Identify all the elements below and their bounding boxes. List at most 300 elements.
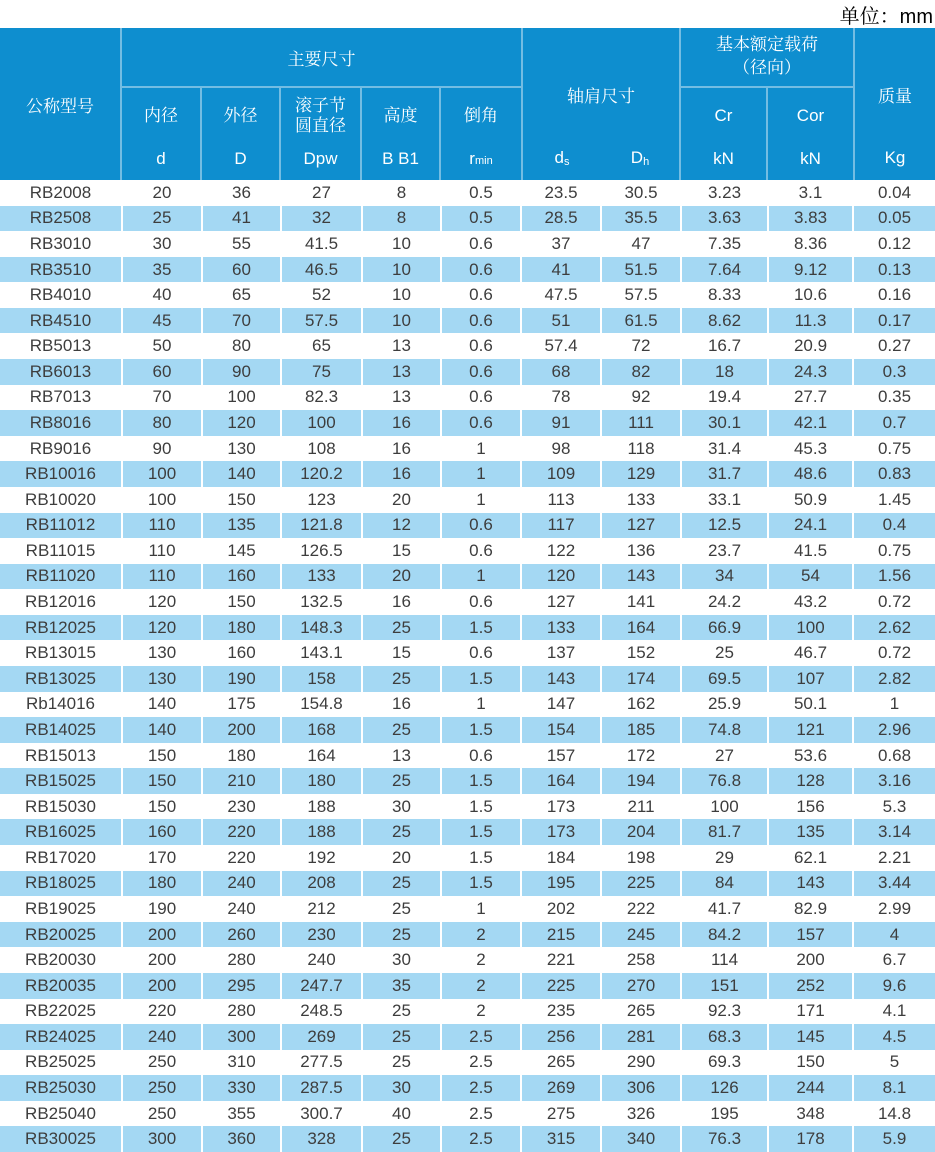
- value-cell: 145: [202, 538, 281, 564]
- value-cell: 43.2: [768, 589, 853, 615]
- value-cell: 50.1: [768, 692, 853, 718]
- value-cell: 31.4: [681, 436, 768, 462]
- value-cell: 25: [362, 615, 441, 641]
- cor-label: Cor: [796, 106, 825, 126]
- value-cell: 121.8: [281, 513, 362, 539]
- model-cell: RB13025: [25, 668, 96, 688]
- value-cell: 82: [601, 359, 681, 385]
- value-cell: 110: [122, 513, 202, 539]
- value-cell: 2: [441, 999, 521, 1025]
- value-cell: 200: [202, 717, 281, 743]
- table-row: [0, 922, 935, 948]
- value-cell: 180: [281, 768, 362, 794]
- value-cell: 20.9: [768, 333, 853, 359]
- value-cell: 57.5: [281, 308, 362, 334]
- model-cell: RB2508: [29, 208, 92, 228]
- model-cell: RB5013: [29, 336, 92, 356]
- value-cell: 221: [521, 947, 601, 973]
- value-cell: 240: [202, 871, 281, 897]
- value-cell: 300: [202, 1024, 281, 1050]
- value-cell: 41: [202, 206, 281, 232]
- value-cell: 281: [601, 1024, 681, 1050]
- value-cell: 136: [601, 538, 681, 564]
- value-cell: 315: [521, 1126, 601, 1152]
- model-cell: RB20025: [25, 924, 96, 944]
- value-cell: 15: [362, 640, 441, 666]
- value-cell: 70: [202, 308, 281, 334]
- value-cell: 154.8: [281, 692, 362, 718]
- value-cell: 269: [521, 1075, 601, 1101]
- value-cell: 3.14: [853, 819, 935, 845]
- value-cell: 110: [122, 564, 202, 590]
- value-cell: 47: [601, 231, 681, 257]
- value-cell: 29: [681, 845, 768, 871]
- value-cell: 41.5: [281, 231, 362, 257]
- value-cell: 69.3: [681, 1050, 768, 1076]
- value-cell: 200: [122, 947, 202, 973]
- value-cell: 45: [122, 308, 202, 334]
- value-cell: 8: [362, 180, 441, 206]
- value-cell: 225: [601, 871, 681, 897]
- symbol-ds: ds: [554, 148, 570, 168]
- table-row: [0, 461, 935, 487]
- value-cell: 100: [681, 794, 768, 820]
- value-cell: 35: [122, 257, 202, 283]
- value-cell: 3.83: [768, 206, 853, 232]
- model-cell: Rb14016: [25, 694, 95, 714]
- value-cell: 269: [281, 1024, 362, 1050]
- value-cell: 340: [601, 1126, 681, 1152]
- value-cell: 10: [362, 308, 441, 334]
- value-cell: 82.9: [768, 896, 853, 922]
- value-cell: 2.5: [441, 1101, 521, 1127]
- value-cell: 287.5: [281, 1075, 362, 1101]
- cor-unit: kN: [800, 149, 821, 168]
- chamfer-label: 倒角: [464, 106, 498, 126]
- value-cell: 8.62: [681, 308, 768, 334]
- value-cell: 18: [681, 359, 768, 385]
- symbol-D: D: [234, 149, 247, 168]
- value-cell: 30: [362, 947, 441, 973]
- value-cell: 84.2: [681, 922, 768, 948]
- value-cell: 41.5: [768, 538, 853, 564]
- value-cell: 211: [601, 794, 681, 820]
- model-cell: RB25025: [25, 1052, 96, 1072]
- value-cell: 3.44: [853, 871, 935, 897]
- value-cell: 36: [202, 180, 281, 206]
- model-cell: RB10020: [25, 489, 96, 509]
- model-cell: RB8016: [29, 412, 92, 432]
- value-cell: 13: [362, 359, 441, 385]
- model-cell: RB4510: [29, 310, 92, 330]
- model-cell: RB20030: [25, 950, 96, 970]
- value-cell: 50: [122, 333, 202, 359]
- value-cell: 1.5: [441, 717, 521, 743]
- value-cell: 0.6: [441, 410, 521, 436]
- value-cell: 244: [768, 1075, 853, 1101]
- table-row: [0, 1101, 935, 1127]
- table-header: [0, 28, 935, 180]
- value-cell: 20: [362, 845, 441, 871]
- table-row: [0, 640, 935, 666]
- value-cell: 23.7: [681, 538, 768, 564]
- value-cell: 328: [281, 1126, 362, 1152]
- value-cell: 265: [601, 999, 681, 1025]
- value-cell: 100: [122, 487, 202, 513]
- value-cell: 100: [768, 615, 853, 641]
- value-cell: 3.23: [681, 180, 768, 206]
- value-cell: 1.5: [441, 794, 521, 820]
- value-cell: 180: [202, 743, 281, 769]
- value-cell: 25: [362, 1050, 441, 1076]
- table-row: [0, 1050, 935, 1076]
- value-cell: 16: [362, 692, 441, 718]
- table-row: [0, 871, 935, 897]
- unit-label: 单位：mm: [839, 5, 933, 28]
- value-cell: 195: [521, 871, 601, 897]
- value-cell: 1: [441, 487, 521, 513]
- value-cell: 66.9: [681, 615, 768, 641]
- value-cell: 127: [601, 513, 681, 539]
- model-cell: RB3010: [29, 233, 92, 253]
- value-cell: 126.5: [281, 538, 362, 564]
- value-cell: 188: [281, 819, 362, 845]
- value-cell: 164: [281, 743, 362, 769]
- value-cell: 111: [601, 410, 681, 436]
- value-cell: 45.3: [768, 436, 853, 462]
- value-cell: 1.5: [441, 768, 521, 794]
- value-cell: 172: [601, 743, 681, 769]
- value-cell: 256: [521, 1024, 601, 1050]
- value-cell: 5.3: [853, 794, 935, 820]
- table-row: [0, 768, 935, 794]
- value-cell: 151: [681, 973, 768, 999]
- value-cell: 20: [362, 487, 441, 513]
- value-cell: 27: [681, 743, 768, 769]
- value-cell: 20: [122, 180, 202, 206]
- value-cell: 8.33: [681, 282, 768, 308]
- table-row: [0, 999, 935, 1025]
- table-row: [0, 206, 935, 232]
- value-cell: 230: [202, 794, 281, 820]
- value-cell: 110: [122, 538, 202, 564]
- value-cell: 2.99: [853, 896, 935, 922]
- value-cell: 126: [681, 1075, 768, 1101]
- value-cell: 0.13: [853, 257, 935, 283]
- model-cell: RB15013: [25, 745, 96, 765]
- value-cell: 175: [202, 692, 281, 718]
- value-cell: 10.6: [768, 282, 853, 308]
- value-cell: 25: [362, 922, 441, 948]
- value-cell: 140: [202, 461, 281, 487]
- model-cell: RB19025: [25, 898, 96, 918]
- value-cell: 0.83: [853, 461, 935, 487]
- value-cell: 16: [362, 410, 441, 436]
- value-cell: 1: [441, 896, 521, 922]
- value-cell: 200: [122, 973, 202, 999]
- value-cell: 5: [853, 1050, 935, 1076]
- value-cell: 24.3: [768, 359, 853, 385]
- value-cell: 41: [521, 257, 601, 283]
- value-cell: 247.7: [281, 973, 362, 999]
- cr-unit: kN: [713, 149, 734, 168]
- value-cell: 2.5: [441, 1024, 521, 1050]
- height-label: 高度: [383, 106, 418, 126]
- value-cell: 1.5: [441, 845, 521, 871]
- value-cell: 2.5: [441, 1050, 521, 1076]
- value-cell: 0.6: [441, 640, 521, 666]
- value-cell: 60: [202, 257, 281, 283]
- value-cell: 2.82: [853, 666, 935, 692]
- value-cell: 24.1: [768, 513, 853, 539]
- value-cell: 30: [362, 1075, 441, 1101]
- value-cell: 156: [768, 794, 853, 820]
- value-cell: 1.5: [441, 666, 521, 692]
- value-cell: 5.9: [853, 1126, 935, 1152]
- value-cell: 265: [521, 1050, 601, 1076]
- value-cell: 198: [601, 845, 681, 871]
- value-cell: 0.6: [441, 743, 521, 769]
- value-cell: 65: [281, 333, 362, 359]
- value-cell: 8.1: [853, 1075, 935, 1101]
- value-cell: 81.7: [681, 819, 768, 845]
- model-cell: RB12025: [25, 617, 96, 637]
- value-cell: 25: [362, 1126, 441, 1152]
- value-cell: 0.75: [853, 538, 935, 564]
- value-cell: 10: [362, 282, 441, 308]
- value-cell: 260: [202, 922, 281, 948]
- value-cell: 360: [202, 1126, 281, 1152]
- value-cell: 0.72: [853, 640, 935, 666]
- value-cell: 41.7: [681, 896, 768, 922]
- value-cell: 12.5: [681, 513, 768, 539]
- value-cell: 160: [122, 819, 202, 845]
- value-cell: 0.6: [441, 333, 521, 359]
- table-row: [0, 308, 935, 334]
- value-cell: 130: [202, 436, 281, 462]
- table-row: [0, 564, 935, 590]
- value-cell: 2.62: [853, 615, 935, 641]
- value-cell: 0.75: [853, 436, 935, 462]
- value-cell: 150: [122, 768, 202, 794]
- model-cell: RB20035: [25, 975, 96, 995]
- value-cell: 250: [122, 1101, 202, 1127]
- value-cell: 9.12: [768, 257, 853, 283]
- value-cell: 133: [521, 615, 601, 641]
- value-cell: 275: [521, 1101, 601, 1127]
- value-cell: 57.4: [521, 333, 601, 359]
- value-cell: 130: [122, 640, 202, 666]
- value-cell: 68.3: [681, 1024, 768, 1050]
- value-cell: 31.7: [681, 461, 768, 487]
- col-header-mass: [853, 28, 935, 180]
- col-header-model: [0, 28, 122, 180]
- value-cell: 230: [281, 922, 362, 948]
- value-cell: 280: [202, 947, 281, 973]
- bearing-spec-table: [0, 180, 935, 1152]
- value-cell: 158: [281, 666, 362, 692]
- value-cell: 295: [202, 973, 281, 999]
- value-cell: 40: [362, 1101, 441, 1127]
- value-cell: 185: [601, 717, 681, 743]
- value-cell: 1.5: [441, 819, 521, 845]
- value-cell: 78: [521, 385, 601, 411]
- value-cell: 145: [768, 1024, 853, 1050]
- value-cell: 140: [122, 717, 202, 743]
- model-cell: RB4010: [29, 285, 92, 305]
- value-cell: 200: [768, 947, 853, 973]
- table-row: [0, 589, 935, 615]
- table-row: [0, 436, 935, 462]
- value-cell: 50.9: [768, 487, 853, 513]
- value-cell: 10: [362, 257, 441, 283]
- value-cell: 150: [122, 743, 202, 769]
- col-header-height: [362, 88, 441, 180]
- value-cell: 1: [441, 692, 521, 718]
- value-cell: 0.72: [853, 589, 935, 615]
- value-cell: 215: [521, 922, 601, 948]
- col-header-inner-diameter: [122, 88, 202, 180]
- value-cell: 133: [281, 564, 362, 590]
- table-row: [0, 231, 935, 257]
- table-row: [0, 359, 935, 385]
- symbol-kg: Kg: [884, 148, 906, 167]
- value-cell: 25.9: [681, 692, 768, 718]
- value-cell: 1.5: [441, 871, 521, 897]
- value-cell: 84: [681, 871, 768, 897]
- value-cell: 9.6: [853, 973, 935, 999]
- value-cell: 80: [202, 333, 281, 359]
- value-cell: 0.6: [441, 538, 521, 564]
- value-cell: 147: [521, 692, 601, 718]
- value-cell: 25: [122, 206, 202, 232]
- value-cell: 1: [441, 436, 521, 462]
- table-row: [0, 666, 935, 692]
- value-cell: 16: [362, 589, 441, 615]
- value-cell: 1.56: [853, 564, 935, 590]
- value-cell: 280: [202, 999, 281, 1025]
- value-cell: 3.1: [768, 180, 853, 206]
- col-header-cr: [681, 88, 768, 180]
- table-row: [0, 819, 935, 845]
- value-cell: 164: [521, 768, 601, 794]
- value-cell: 150: [202, 589, 281, 615]
- value-cell: 130: [122, 666, 202, 692]
- value-cell: 100: [122, 461, 202, 487]
- value-cell: 143: [768, 871, 853, 897]
- value-cell: 0.6: [441, 308, 521, 334]
- value-cell: 25: [362, 666, 441, 692]
- table-row: [0, 794, 935, 820]
- model-cell: RB18025: [25, 873, 96, 893]
- value-cell: 70: [122, 385, 202, 411]
- value-cell: 0.4: [853, 513, 935, 539]
- value-cell: 306: [601, 1075, 681, 1101]
- value-cell: 2.5: [441, 1126, 521, 1152]
- value-cell: 62.1: [768, 845, 853, 871]
- symbol-dh: Dh: [630, 148, 650, 168]
- shoulder-symbols: [523, 142, 679, 180]
- value-cell: 204: [601, 819, 681, 845]
- value-cell: 25: [362, 819, 441, 845]
- value-cell: 7.35: [681, 231, 768, 257]
- value-cell: 118: [601, 436, 681, 462]
- table-row: [0, 487, 935, 513]
- value-cell: 14.8: [853, 1101, 935, 1127]
- value-cell: 188: [281, 794, 362, 820]
- table-row: [0, 1024, 935, 1050]
- value-cell: 2.5: [441, 1075, 521, 1101]
- value-cell: 152: [601, 640, 681, 666]
- value-cell: 240: [202, 896, 281, 922]
- value-cell: 0.3: [853, 359, 935, 385]
- value-cell: 1.45: [853, 487, 935, 513]
- value-cell: 290: [601, 1050, 681, 1076]
- table-row: [0, 282, 935, 308]
- value-cell: 25: [362, 896, 441, 922]
- value-cell: 15: [362, 538, 441, 564]
- value-cell: 3.63: [681, 206, 768, 232]
- value-cell: 225: [521, 973, 601, 999]
- model-cell: RB2008: [29, 182, 92, 202]
- value-cell: 47.5: [521, 282, 601, 308]
- value-cell: 0.6: [441, 513, 521, 539]
- value-cell: 90: [202, 359, 281, 385]
- table-row: [0, 615, 935, 641]
- value-cell: 133: [601, 487, 681, 513]
- value-cell: 135: [202, 513, 281, 539]
- value-cell: 90: [122, 436, 202, 462]
- symbol-rmin: r min: [469, 149, 493, 168]
- value-cell: 250: [122, 1050, 202, 1076]
- value-cell: 2: [441, 973, 521, 999]
- value-cell: 120.2: [281, 461, 362, 487]
- value-cell: 16.7: [681, 333, 768, 359]
- value-cell: 76.3: [681, 1126, 768, 1152]
- value-cell: 34: [681, 564, 768, 590]
- value-cell: 72: [601, 333, 681, 359]
- model-cell: RB3510: [29, 259, 92, 279]
- value-cell: 4: [853, 922, 935, 948]
- value-cell: 150: [202, 487, 281, 513]
- value-cell: 76.8: [681, 768, 768, 794]
- model-cell: RB25040: [25, 1103, 96, 1123]
- value-cell: 330: [202, 1075, 281, 1101]
- value-cell: 2.96: [853, 717, 935, 743]
- value-cell: 120: [202, 410, 281, 436]
- value-cell: 195: [681, 1101, 768, 1127]
- value-cell: 108: [281, 436, 362, 462]
- value-cell: 24.2: [681, 589, 768, 615]
- value-cell: 25: [362, 871, 441, 897]
- value-cell: 52: [281, 282, 362, 308]
- value-cell: 190: [122, 896, 202, 922]
- value-cell: 120: [122, 615, 202, 641]
- table-row: [0, 1126, 935, 1152]
- table-row: [0, 257, 935, 283]
- value-cell: 194: [601, 768, 681, 794]
- value-cell: 46.5: [281, 257, 362, 283]
- value-cell: 69.5: [681, 666, 768, 692]
- value-cell: 0.17: [853, 308, 935, 334]
- value-cell: 30: [122, 231, 202, 257]
- value-cell: 6.7: [853, 947, 935, 973]
- model-cell: RB13015: [25, 643, 96, 663]
- value-cell: 250: [122, 1075, 202, 1101]
- symbol-BB1: B B1: [382, 149, 419, 168]
- value-cell: 150: [768, 1050, 853, 1076]
- value-cell: 12: [362, 513, 441, 539]
